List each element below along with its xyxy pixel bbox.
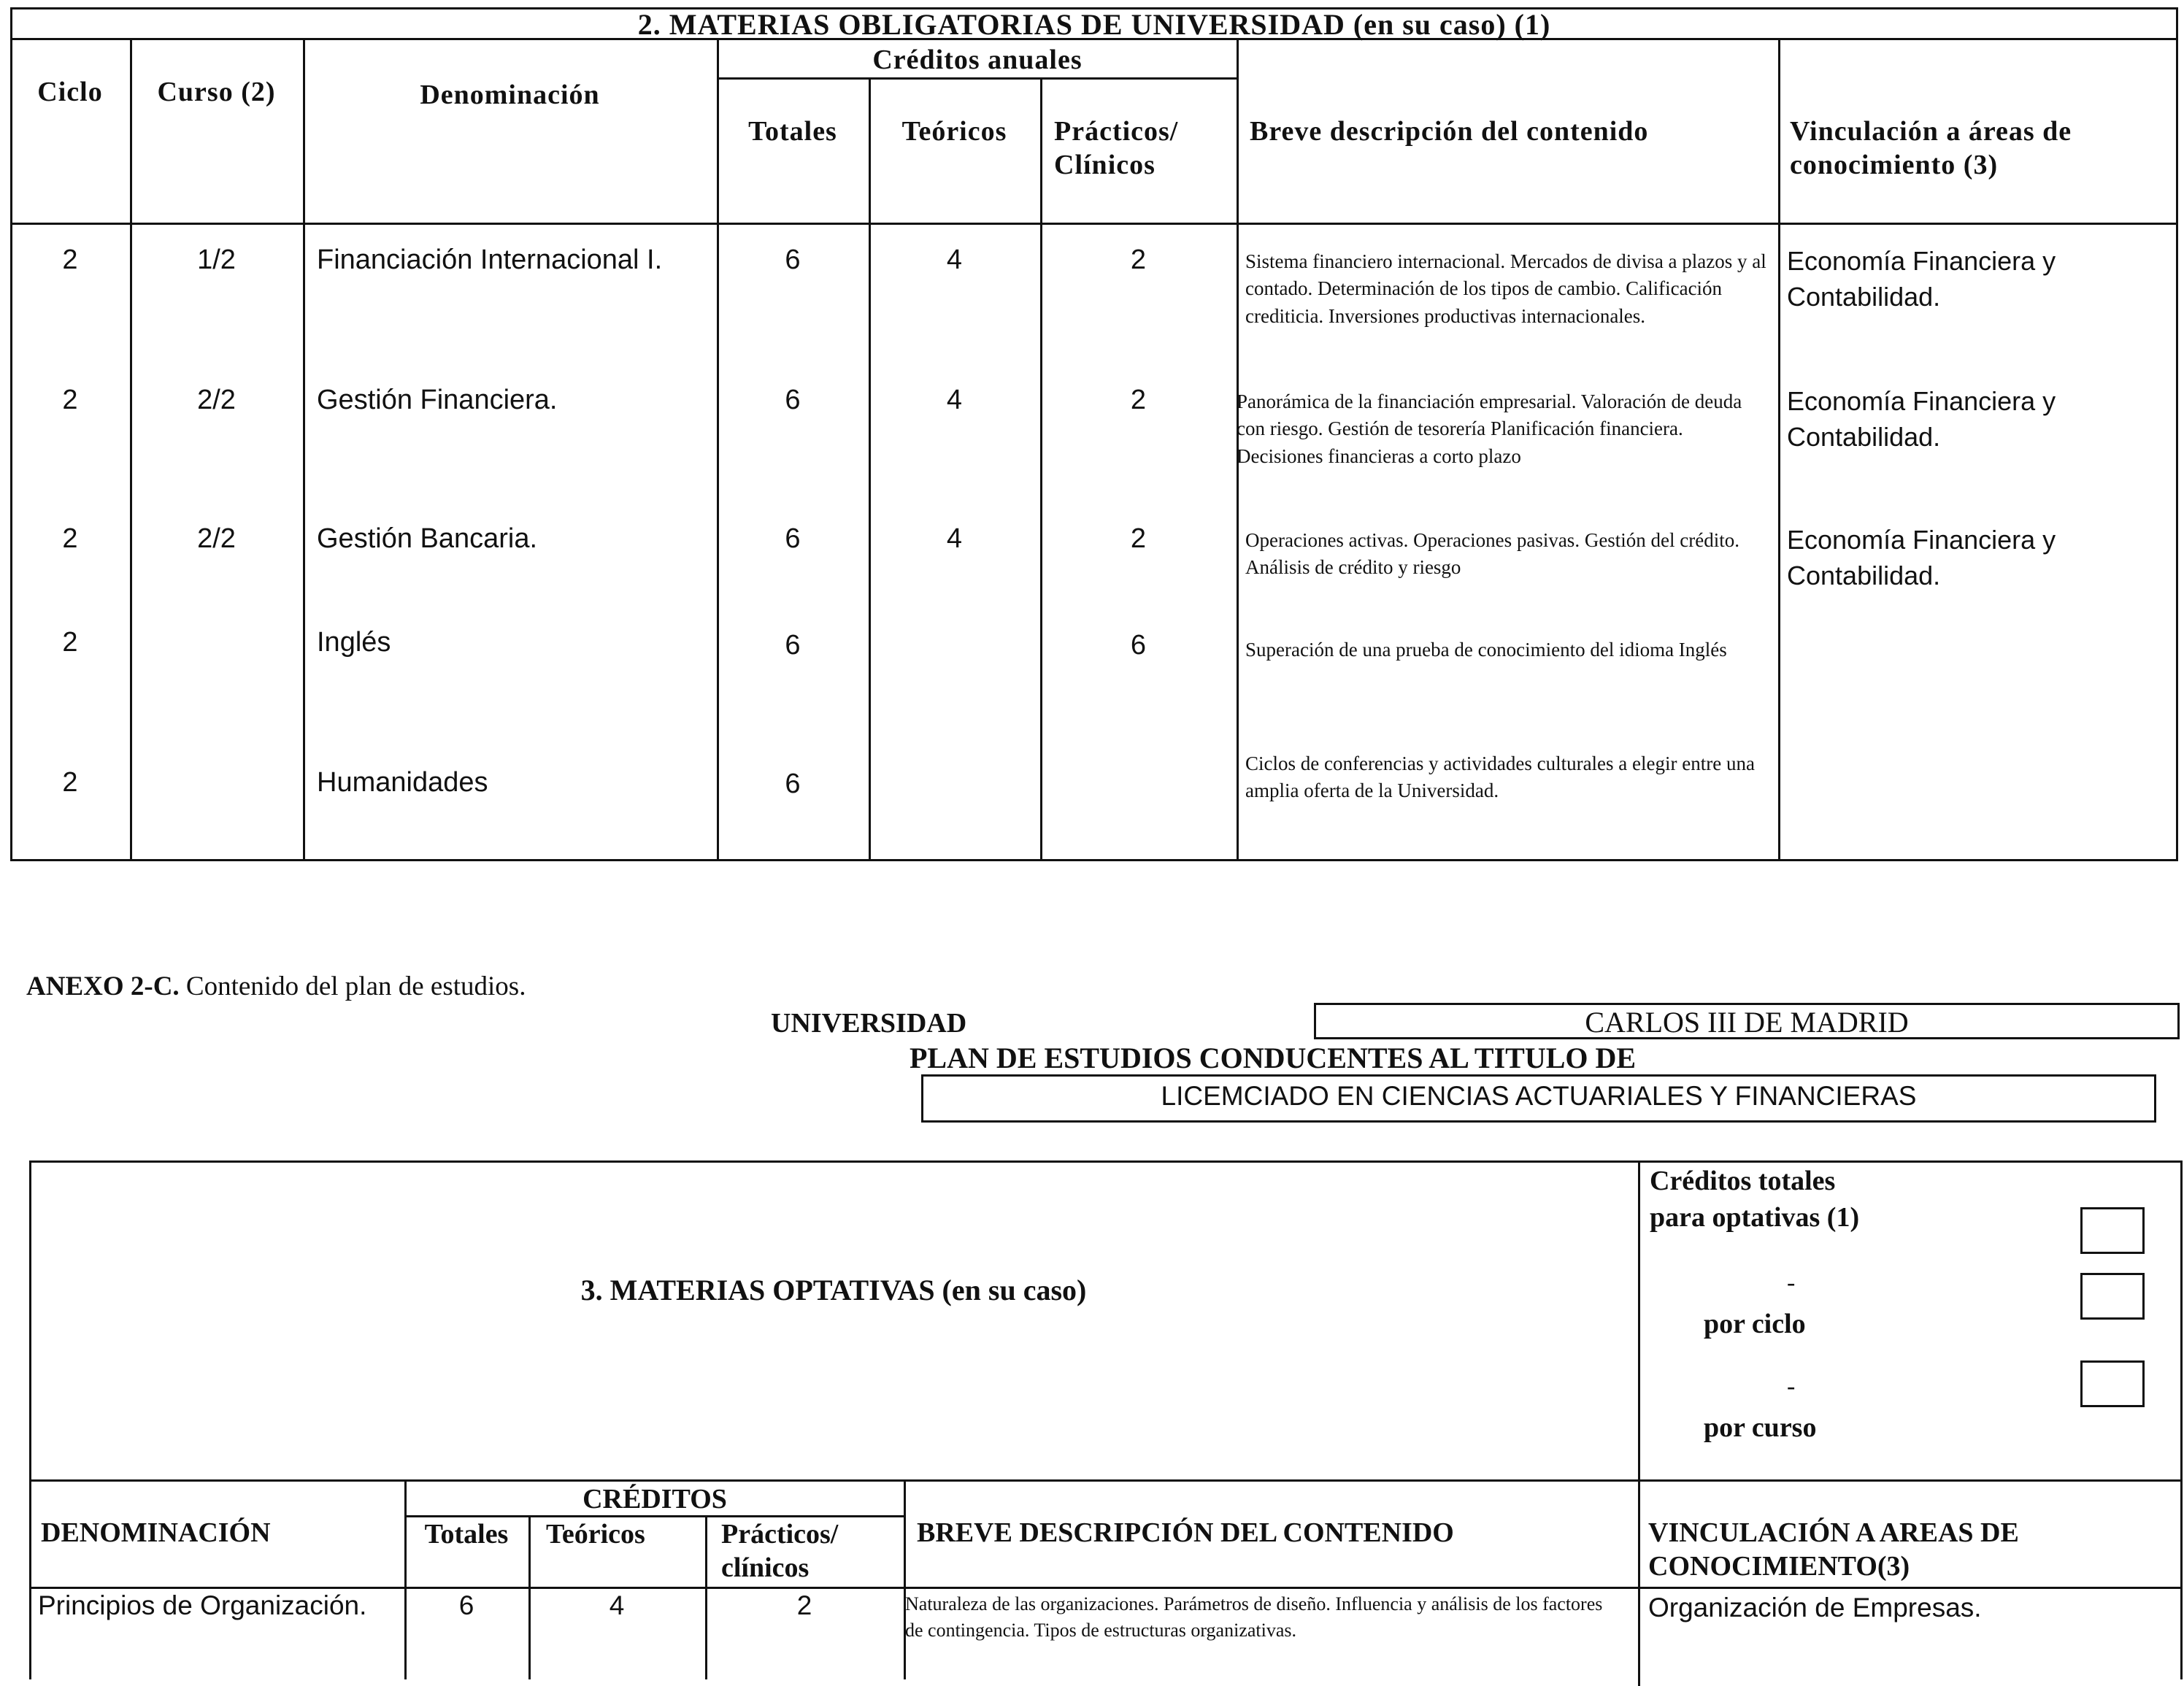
header-teoricos: Teóricos bbox=[901, 116, 1007, 147]
header-curso: Curso (2) bbox=[157, 77, 276, 107]
header-denominacion: DENOMINACIÓN bbox=[41, 1517, 271, 1548]
cell-totales: 6 bbox=[785, 385, 801, 415]
cell-descripcion: Operaciones activas. Operaciones pasivas. Gestión del crédito. Análisis de crédito y riesgo bbox=[1245, 529, 1740, 579]
header-practicos: Prácticos/ bbox=[1054, 116, 1179, 147]
cell-practicos: 2 bbox=[1130, 523, 1147, 554]
por-curso-label: por curso bbox=[1704, 1412, 1817, 1443]
divider bbox=[10, 223, 2178, 225]
cell-totales: 6 bbox=[458, 1590, 474, 1620]
cell-teoricos: 4 bbox=[946, 523, 963, 554]
cell-totales: 6 bbox=[785, 630, 801, 661]
cell-ciclo: 2 bbox=[62, 523, 78, 554]
cell-vinculacion: Economía Financiera y Contabilidad. bbox=[1787, 246, 2056, 312]
cell-practicos: 2 bbox=[796, 1590, 812, 1620]
divider bbox=[1778, 38, 1780, 861]
por-ciclo-label: por ciclo bbox=[1704, 1309, 1806, 1339]
divider bbox=[29, 1482, 31, 1679]
cell-totales: 6 bbox=[785, 769, 801, 799]
cell-ciclo: 2 bbox=[62, 385, 78, 415]
header-descripcion: Breve descripción del contenido bbox=[1250, 116, 1649, 147]
cell-curso: 1/2 bbox=[197, 245, 236, 275]
cell-ciclo: 2 bbox=[62, 627, 78, 658]
cell-ciclo: 2 bbox=[62, 245, 78, 275]
por-curso-field[interactable] bbox=[2080, 1360, 2145, 1407]
header-creditos-anuales: Créditos anuales bbox=[872, 45, 1083, 75]
titulo-value: LICEMCIADO EN CIENCIAS ACTUARIALES Y FINANCIERAS bbox=[1161, 1081, 1917, 1111]
anexo-label bbox=[26, 971, 526, 1003]
cell-ciclo: 2 bbox=[62, 767, 78, 798]
creditos-totales-label: Créditos totales bbox=[1650, 1166, 1836, 1196]
cell-denominacion: Financiación Internacional I. bbox=[317, 245, 663, 275]
cell-denominacion: Humanidades bbox=[317, 767, 488, 798]
cell-descripcion: Ciclos de conferencias y actividades culturales a elegir entre una amplia oferta de la Universidad. bbox=[1245, 752, 1755, 802]
header-descripcion: BREVE DESCRIPCIÓN DEL CONTENIDO bbox=[917, 1517, 1454, 1548]
header-conocimiento: conocimiento (3) bbox=[1790, 150, 1999, 180]
header-vinculacion: Vinculación a áreas de bbox=[1790, 116, 2072, 147]
universidad-value: CARLOS III DE MADRID bbox=[1585, 1006, 1909, 1039]
section3-frame bbox=[29, 1160, 2183, 1482]
creditos-totales-field[interactable] bbox=[2080, 1207, 2145, 1254]
divider bbox=[29, 1587, 2183, 1589]
cell-practicos: 2 bbox=[1130, 385, 1147, 415]
cell-descripcion: Panorámica de la financiación empresarial. Valoración de deuda con riesgo. Gestión de tesorería Planificación financiera. Decisiones financieras a corto plazo bbox=[1237, 390, 1742, 467]
cell-practicos: 6 bbox=[1130, 630, 1147, 661]
divider bbox=[2180, 1482, 2183, 1679]
cell-vinculacion: Economía Financiera y Contabilidad. bbox=[1787, 386, 2056, 452]
anexo-label-text: Contenido del plan de estudios. bbox=[185, 971, 526, 1001]
header-clinicos: Clínicos bbox=[1054, 150, 1156, 180]
plan-label: PLAN DE ESTUDIOS CONDUCENTES AL TITULO DE bbox=[910, 1042, 1637, 1074]
para-optativas-label: para optativas (1) bbox=[1650, 1202, 1860, 1233]
cell-curso: 2/2 bbox=[197, 385, 236, 415]
cell-descripcion: Naturaleza de las organizaciones. Parámetros de diseño. Influencia y análisis de los factores de contingencia. Tipos de estructuras organizativas. bbox=[905, 1593, 1603, 1641]
divider bbox=[1638, 1160, 1640, 1686]
anexo-label-bold: ANEXO 2-C. bbox=[26, 971, 180, 1001]
section2-title: 2. MATERIAS OBLIGATORIAS DE UNIVERSIDAD (en su caso) (1) bbox=[637, 8, 1551, 41]
header-conocimiento: CONOCIMIENTO(3) bbox=[1648, 1551, 1910, 1582]
cell-denominacion: Inglés bbox=[317, 627, 391, 658]
divider bbox=[869, 77, 871, 861]
header-ciclo: Ciclo bbox=[37, 77, 103, 107]
cell-denominacion: Gestión Financiera. bbox=[317, 385, 558, 415]
cell-denominacion: Gestión Bancaria. bbox=[317, 523, 538, 554]
universidad-label: UNIVERSIDAD bbox=[771, 1008, 967, 1039]
header-clinicos: clínicos bbox=[721, 1552, 810, 1583]
divider bbox=[130, 38, 132, 861]
cell-vinculacion: Organización de Empresas. bbox=[1648, 1593, 1982, 1623]
dash: - bbox=[1787, 1373, 1796, 1400]
divider bbox=[717, 38, 719, 861]
divider bbox=[717, 77, 1238, 80]
cell-teoricos: 4 bbox=[946, 385, 963, 415]
header-vinculacion: VINCULACIÓN A AREAS DE bbox=[1648, 1517, 2019, 1548]
cell-curso: 2/2 bbox=[197, 523, 236, 554]
divider bbox=[303, 38, 305, 861]
header-totales: Totales bbox=[748, 116, 837, 147]
cell-descripcion: Superación de una prueba de conocimiento del idioma Inglés bbox=[1245, 639, 1727, 661]
cell-totales: 6 bbox=[785, 523, 801, 554]
cell-practicos: 2 bbox=[1130, 245, 1147, 275]
header-totales: Totales bbox=[424, 1519, 509, 1550]
por-ciclo-field[interactable] bbox=[2080, 1273, 2145, 1320]
cell-vinculacion: Economía Financiera y Contabilidad. bbox=[1787, 525, 2056, 590]
divider bbox=[1040, 77, 1042, 861]
header-creditos: CRÉDITOS bbox=[582, 1484, 727, 1514]
dash: - bbox=[1787, 1269, 1796, 1296]
header-practicos: Prácticos/ bbox=[721, 1519, 839, 1550]
header-teoricos: Teóricos bbox=[546, 1519, 645, 1550]
cell-totales: 6 bbox=[785, 245, 801, 275]
cell-descripcion: Sistema financiero internacional. Mercados de divisa a plazos y al contado. Determinación de los tipos de cambio. Calificación crediticia. Inversiones productivas internacionales. bbox=[1245, 250, 1766, 327]
section3-title: 3. MATERIAS OPTATIVAS (en su caso) bbox=[580, 1274, 1087, 1306]
cell-teoricos: 4 bbox=[609, 1590, 625, 1620]
header-denominacion: Denominación bbox=[420, 80, 600, 110]
cell-teoricos: 4 bbox=[946, 245, 963, 275]
cell-denominacion: Principios de Organización. bbox=[38, 1590, 367, 1620]
